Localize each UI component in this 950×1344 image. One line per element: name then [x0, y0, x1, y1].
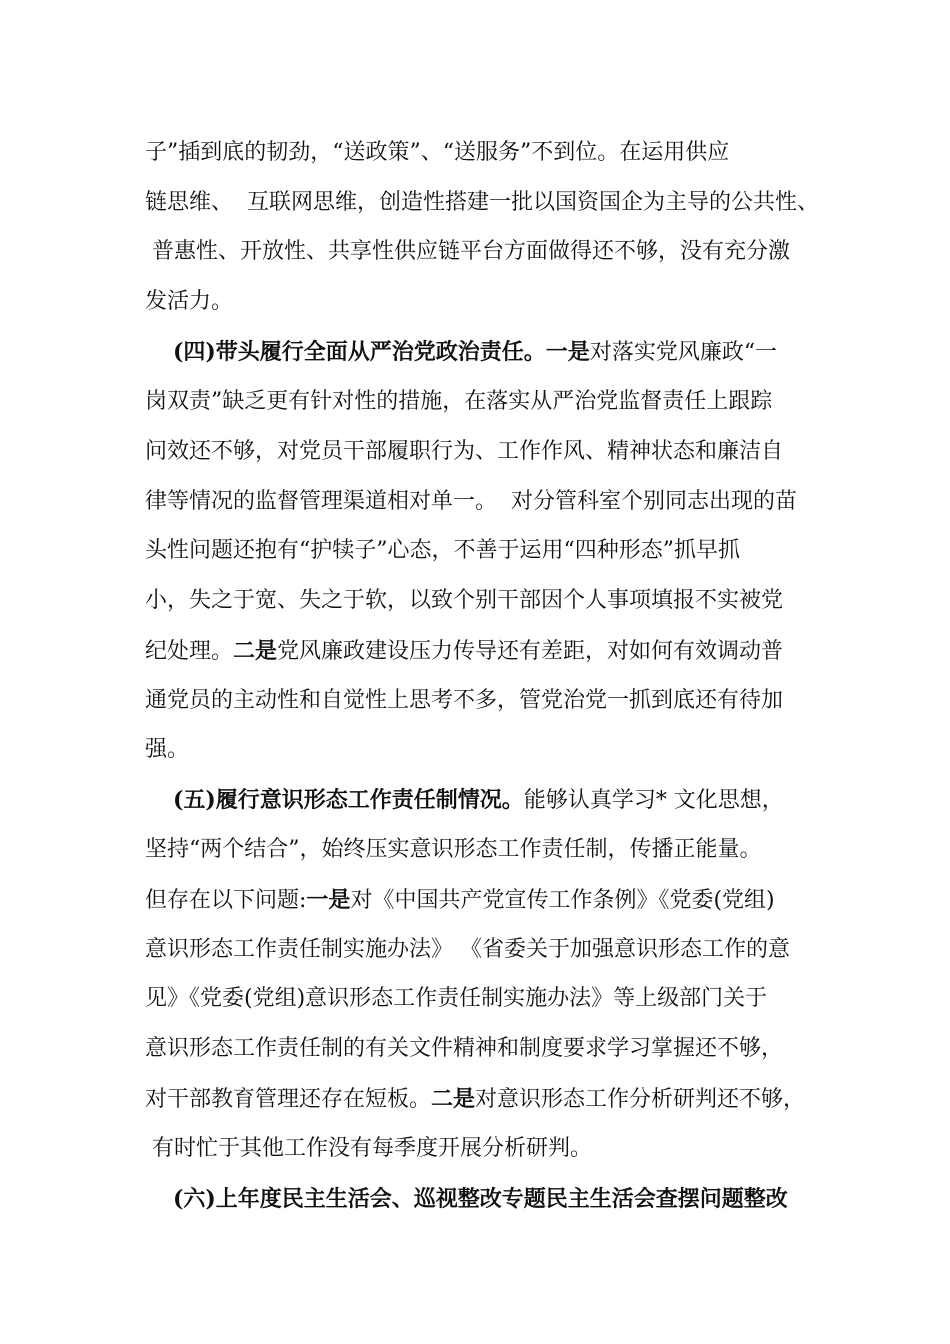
text-line [145, 730, 835, 770]
section-heading-5: (五)履行意识形态工作责任制情况。 [172, 787, 524, 813]
text-run: 对意识形态工作分析研判还不够， [475, 1087, 806, 1112]
text-run: 律等情况的监督管理渠道相对单一。 对分管科室个别同志出现的苗 [145, 489, 797, 514]
text-line [145, 631, 835, 671]
text-run: 普惠性、开放性、共享性供应链平台方面做得还不够，没有充分激 [145, 239, 790, 264]
text-run: 岗双责”缺乏更有针对性的措施，在落实从严治党监督责任上跟踪 [145, 389, 773, 414]
emphasis-label: 一是 [306, 887, 351, 913]
emphasis-label: 二是 [431, 1086, 476, 1112]
text-run: 链思维、 互联网思维，创造性搭建一批以国资国企为主导的公共性、 [145, 190, 819, 215]
indent [145, 788, 173, 813]
text-run: 意识形态工作责任制实施办法》 《省委关于加强意识形态工作的意 [145, 937, 790, 962]
text-line [145, 232, 835, 272]
text-line [145, 432, 835, 472]
section-heading-line [145, 780, 835, 820]
indent [145, 340, 173, 365]
text-run: 问效还不够，对党员干部履职行为、工作作风、精神状态和廉洁自 [145, 439, 784, 464]
text-line [145, 382, 835, 422]
text-run: 小，失之于宽、失之于软，以致个别干部因个人事项填报不实被党 [145, 588, 784, 613]
text-line [145, 282, 835, 322]
text-line [145, 880, 835, 920]
section-heading-line [145, 1179, 835, 1219]
text-run: 通党员的主动性和自觉性上思考不多，管党治党一抓到底还有待加 [145, 688, 784, 713]
text-run: 纪处理。 [145, 639, 234, 664]
text-line [145, 482, 835, 522]
text-run: 意识形态工作责任制的有关文件精神和制度要求学习掌握还不够， [145, 1036, 784, 1061]
text-line [145, 1079, 835, 1119]
text-line [145, 930, 835, 970]
indent [145, 1187, 173, 1212]
text-run: 有时忙于其他工作没有每季度开展分析研判。 [145, 1136, 592, 1161]
text-run: 能够认真学习* 文化思想， [523, 788, 784, 813]
text-line [145, 581, 835, 621]
section-heading-4: (四)带头履行全面从严治党政治责任。一是 [172, 339, 590, 365]
text-run: 子”插到底的韧劲，“送政策”、“送服务”不到位。在运用供应 [145, 140, 730, 165]
text-run: 强。 [145, 737, 190, 762]
text-line [145, 1029, 835, 1069]
text-line [145, 1129, 835, 1169]
text-run: 党风廉政建设压力传导还有差距，对如何有效调动普 [277, 639, 784, 664]
text-run: 对《中国共产党宣传工作条例》《党委(党组) [350, 888, 775, 913]
text-line [145, 830, 835, 870]
text-run: 对落实党风廉政“一 [589, 340, 778, 365]
section-heading-6: (六)上年度民主生活会、巡视整改专题民主生活会查摆问题整改 [172, 1186, 788, 1212]
text-run: 坚持“两个结合”，始终压实意识形态工作责任制，传播正能量。 [145, 837, 762, 862]
emphasis-label: 二是 [233, 638, 278, 664]
text-line [145, 183, 835, 223]
text-run: 头性问题还抱有“护犊子”心态，不善于运用“四种形态”抓早抓 [145, 538, 740, 563]
text-run: 发活力。 [145, 289, 234, 314]
text-line [145, 531, 835, 571]
text-line [145, 133, 835, 173]
text-line [145, 681, 835, 721]
section-heading-line [145, 332, 835, 372]
text-line [145, 979, 835, 1019]
text-run: 但存在以下问题: [145, 888, 307, 913]
text-run: 见》《党委(党组)意识形态工作责任制实施办法》等上级部门关于 [145, 986, 768, 1011]
text-run: 对干部教育管理还存在短板。 [145, 1087, 432, 1112]
